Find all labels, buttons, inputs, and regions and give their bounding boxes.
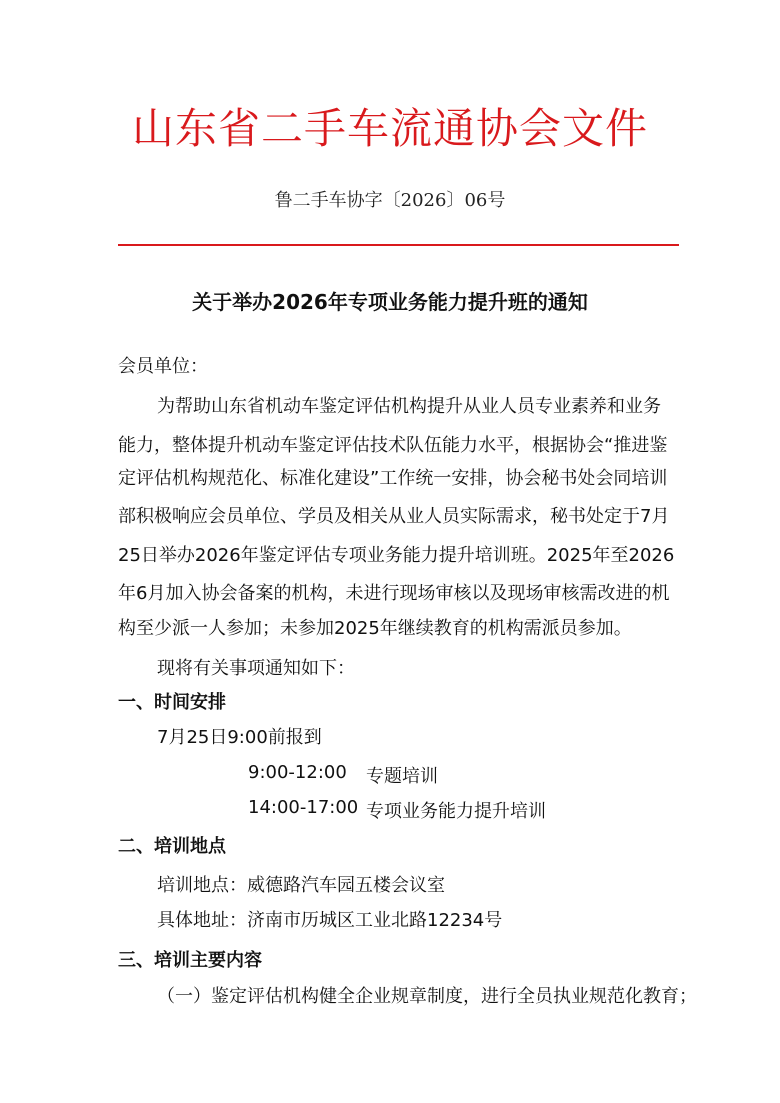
schedule-time-2: 14:00-17:00 [248,797,359,818]
body-line-1: 为帮助山东省机动车鉴定评估机构提升从业人员专业素养和业务 [157,396,661,417]
checkin-time: 7月25日9:00前报到 [157,727,322,748]
intro-items: 现将有关事项通知如下： [157,658,355,679]
body-line-3: 定评估机构规范化、标准化建设”工作统一安排，协会秘书处会同培训 [118,468,668,489]
schedule-topic-1: 专题培训 [366,766,438,787]
document-number: 鲁二手车协字〔2026〕06号 [274,190,506,211]
salutation: 会员单位： [118,356,208,377]
section-1-heading: 一、时间安排 [118,692,226,713]
body-line-5: 25日举办2026年鉴定评估专项业务能力提升培训班。2025年至2026 [118,545,675,566]
body-line-6: 年6月加入协会备案的机构，未进行现场审核以及现场审核需改进的机 [118,583,670,604]
section-3-heading: 三、培训主要内容 [118,950,262,971]
venue: 培训地点：威德路汽车园五楼会议室 [157,875,445,896]
schedule-time-1: 9:00-12:00 [248,762,347,783]
body-line-7: 构至少派一人参加；未参加2025年继续教育的机构需派员参加。 [118,618,632,639]
schedule-topic-2: 专项业务能力提升培训 [366,801,546,822]
notice-title: 关于举办2026年专项业务能力提升班的通知 [192,290,588,314]
address: 具体地址：济南市历城区工业北路12234号 [157,910,503,931]
body-line-2: 能力，整体提升机动车鉴定评估技术队伍能力水平，根据协会“推进鉴 [118,435,668,456]
content-item-1: （一）鉴定评估机构健全企业规章制度，进行全员执业规范化教育； [157,986,697,1007]
red-header-divider [118,244,679,246]
organization-header-title: 山东省二手车流通协会文件 [131,104,648,153]
body-line-4: 部积极响应会员单位、学员及相关从业人员实际需求，秘书处定于7月 [118,506,670,527]
section-2-heading: 二、培训地点 [118,836,226,857]
